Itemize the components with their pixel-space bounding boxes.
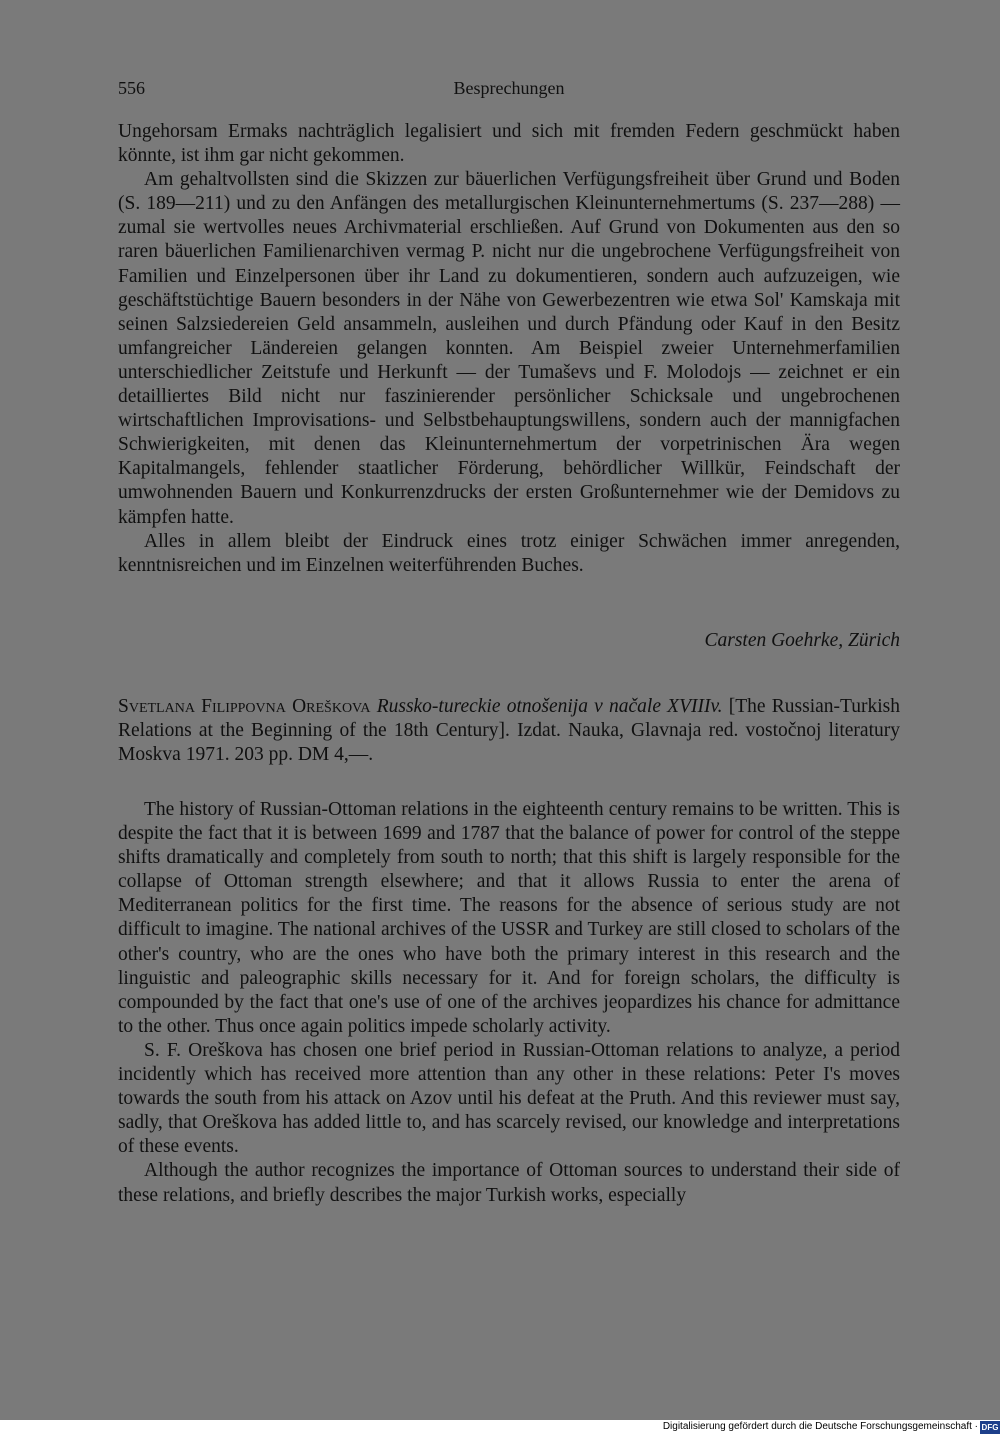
book-citation: [The Russian-Turkish Relations at the Beginning of the 18th Century]. Izdat. Nauka, Glavnaja red. vostočnoj literatury Moskva 1971. 203 pp. DM 4,—. [118,696,901,766]
review-two-paragraph-2: S. F. Oreškova has chosen one brief period in Russian-Ottoman relations to analyze, a period incidently which has received more attention than any other in these relations: Peter I's moves towards the south from his attack on Azov until his defeat at the Pruth. And this reviewer must say, sadly, that Oreškova has added little to, and has scarcely revised, our knowledge and interpretations of these events. [118,1039,900,1158]
review-two-paragraph-1: The history of Russian-Ottoman relations in the eighteenth century remains to be written. This is despite the fact that it is between 1699 and 1787 that the balance of power for control of the steppe shifts dramatically and completely from south to north; that this shift is largely responsible for the collapse of Ottoman strength elsewhere; and that it allows Russia to enter the arena of Mediterranean politics for the first time. The reasons for the absence of serious study are not difficult to imagine. The national archives of the USSR and Turkey are still closed to scholars of the other's country, who are the ones who have both the primary interest in this research and the linguistic and paleographic skills necessary for it. And for foreign scholars, the difficulty is compounded by the fact that one's use of one of the archives jeopardizes his chance for admittance to the other. Thus once again politics impede scholarly activity. [118,799,900,1037]
review-one-paragraph-3: Alles in allem bleibt der Eindruck eines trotz einiger Schwächen immer anregenden, kenntnisreichen und im Einzelnen weiterführenden Buches. [118,530,900,576]
book-title: Russko-tureckie otnošenija v načale XVIIIv. [376,696,723,717]
footer-strip [0,1420,1000,1437]
review-one-body [118,120,900,578]
reviewer-signature: Carsten Goehrke, Zürich [704,630,900,651]
running-title: Besprechungen [453,78,565,98]
page-number: 556 [118,78,145,98]
bibliographic-entry [118,695,900,767]
dfg-logo-icon: DFG [981,1423,999,1432]
book-author: Svetlana Filippovna Oreškova [118,696,371,717]
review-two-paragraph-3: Although the author recognizes the importance of Ottoman sources to understand their side of these relations, and briefly describes the major Turkish works, especially [118,1160,900,1206]
running-head [118,78,900,104]
funding-credit: Digitalisierung gefördert durch die Deutsche Forschungsgemeinschaft · [662,1421,978,1432]
review-one-paragraph-2: Am gehaltvollsten sind die Skizzen zur bäuerlichen Verfügungsfreiheit über Grund und Boden (S. 189—211) und zu den Anfängen des metallurgischen Kleinunternehmertums (S. 237—288) — zumal sie wertvolles neues Archivmaterial erschließen. Auf Grund von Dokumenten aus den so raren bäuerlichen Familienarchiven vermag P. nicht nur die ungebrochene Verfügungsfreiheit von Familien und Einzelpersonen über ihr Land zu dokumentieren, sondern auch aufzuzeigen, wie geschäftstüchtige Bauern besonders in der Nähe von Gewerbezentren wie etwa Sol' Kamskaja mit seinen Salzsiedereien Geld ansammeln, ausleihen und durch Pfändung oder Kauf in den Besitz umfangreicher Ländereien gelangen konnten. Am Beispiel zweier Unternehmerfamilien unterschiedlicher Zeitstufe und Herkunft — der Tumaševs und F. Molodojs — zeichnet er ein detailliertes Bild nicht nur faszinierender persönlicher Schicksale und ungebrochenen wirtschaftlichen Improvisations- und Selbstbehauptungswillens, sondern auch der mannigfachen Schwierigkeiten, mit denen das Kleinunternehmertum der vorpetrinischen Ära wegen Kapitalmangels, fehlender staatlicher Förderung, behördlicher Willkür, Feindschaft der umwohnenden Bauern und Konkurrenzdrucks der ersten Großunternehmer wie der Demidovs zu kämpfen hatte. [118,169,900,528]
review-one-paragraph-1: Ungehorsam Ermaks nachträglich legalisiert und sich mit fremden Federn geschmückt haben könnte, ist ihm gar nicht gekommen. [118,121,900,167]
review-two-body [118,798,900,1208]
